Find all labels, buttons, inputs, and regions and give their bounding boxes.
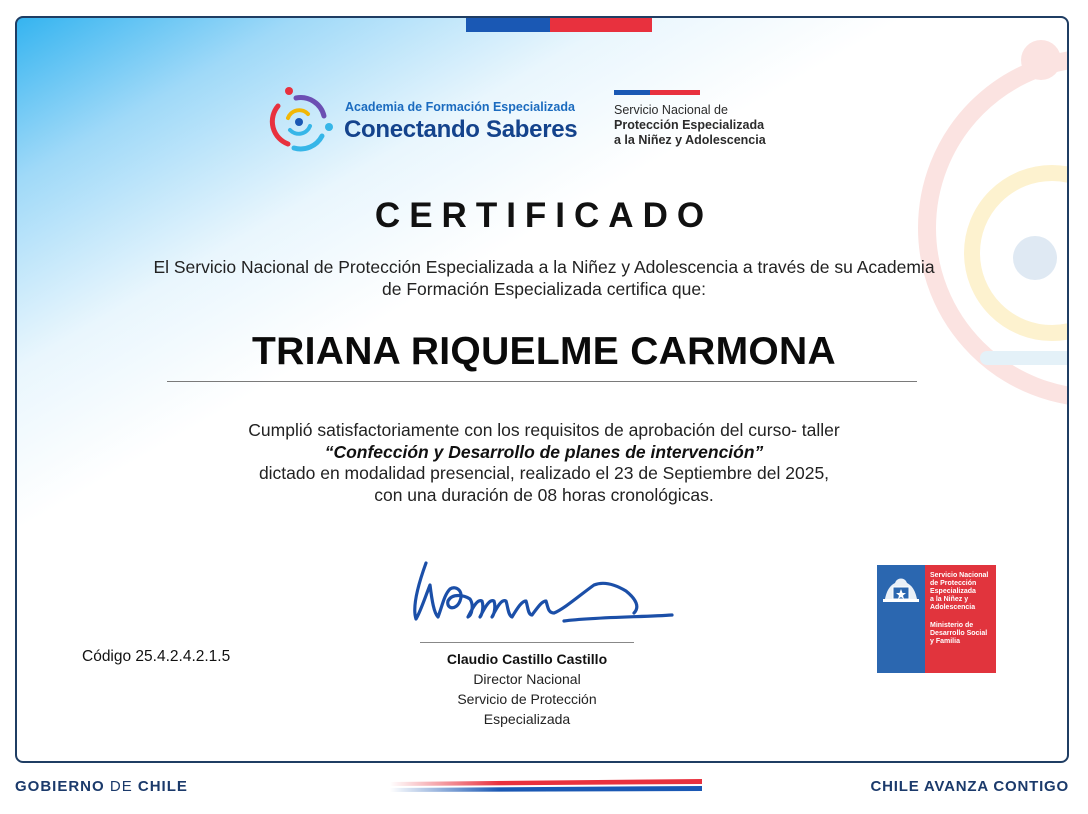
recipient-name: TRIANA RIQUELME CARMONA [252,330,836,373]
badge-line-4: a la Niñez y [930,596,969,603]
course-name: “Confección y Desarrollo de planes de intervención” [324,441,764,462]
signature-line [420,642,634,643]
academy-name-small: Academia de Formación Especializada [345,100,575,114]
recipient-underline [167,381,917,382]
badge-line-8: y Familia [930,638,960,645]
service-logo-line-3: a la Niñez y Adolescencia [614,133,766,147]
top-flag-bar-blue [466,18,550,32]
footer-flag-stripes [390,776,702,796]
certificate-title: CERTIFICADO [374,196,714,235]
ministry-badge-text [925,565,996,673]
course-date-line: dictado en modalidad presencial, realizado el 23 de Septiembre del 2025, [258,463,830,483]
academy-logo-icon [268,84,338,154]
coat-of-arms-icon [877,565,925,673]
service-logo-line-2: Protección Especializada [614,118,765,132]
badge-line-6: Ministerio de [930,622,974,629]
signatory-title-1: Director Nacional [473,671,581,687]
top-flag-bar-red [550,18,652,32]
badge-line-1: Servicio Nacional [930,572,989,579]
badge-line-2: de Protección [930,580,977,587]
signatory-title-3: Especializada [483,711,571,727]
signatory-title-2: Servicio de Protección [457,691,597,707]
footer-left-word-1: GOBIERNO [15,778,105,795]
certificate-intro: El Servicio Nacional de Protección Especializada a la Niñez y Adolescencia a través de su Academia de Formación Especializada certifica que: [153,257,935,299]
requirements-line: Cumplió satisfactoriamente con los requisitos de aprobación del curso- taller [248,420,840,440]
footer-left-word-2: DE [109,778,133,795]
service-logo-line-1: Servicio Nacional de [614,103,728,117]
course-duration-line: con una duración de 08 horas cronológicas. [374,484,714,505]
service-logo-flag-bar [614,90,700,95]
ministry-badge [877,565,996,673]
signature-image [404,555,684,635]
certificate-body [120,420,968,506]
footer-gobierno-de-chile [15,778,188,795]
academy-name-large: Conectando Saberes [344,116,578,143]
signatory-name: Claudio Castillo Castillo [446,651,608,667]
academy-logo [268,84,588,156]
footer-left-word-3: CHILE [137,778,188,795]
badge-line-7: Desarrollo Social [930,630,988,637]
signatory-block [400,649,654,729]
service-logo [614,90,814,148]
badge-line-3: Especializada [930,588,976,595]
footer-chile-avanza-contigo: CHILE AVANZA CONTIGO [870,778,1069,795]
badge-line-5: Adolescencia [930,604,976,611]
certificate-code: Código 25.4.2.4.2.1.5 [82,648,231,665]
